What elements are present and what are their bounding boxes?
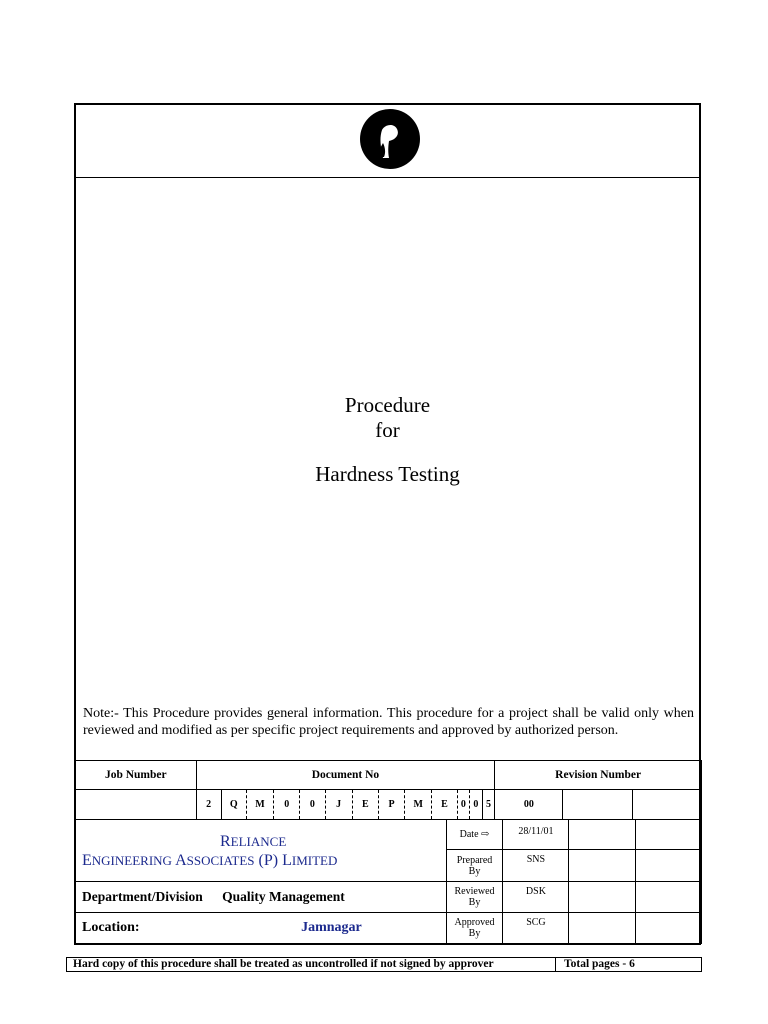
title-line-for: for bbox=[375, 418, 400, 442]
doc-char: M bbox=[246, 790, 273, 820]
doc-char: 2 bbox=[196, 790, 221, 820]
doc-char: P bbox=[378, 790, 404, 820]
job-number-value bbox=[76, 790, 197, 820]
doc-char: 0 bbox=[300, 790, 325, 820]
signature-cell bbox=[636, 820, 702, 850]
note-text: Note:- This Procedure provides general information. This procedure for a project shall be valid only when reviewed and modified as per specific project requirements and approved by authorized person. bbox=[83, 706, 694, 738]
location-label: Location: bbox=[82, 920, 140, 935]
document-no-label: Document No bbox=[196, 761, 495, 790]
revision-value: 00 bbox=[495, 790, 563, 820]
signature-cell bbox=[569, 850, 636, 882]
prepared-by-label: Prepared By bbox=[446, 850, 503, 882]
title-hardness-testing: Hardness Testing bbox=[315, 462, 460, 486]
doc-char: 0 bbox=[457, 790, 470, 820]
date-value: 28/11/01 bbox=[503, 820, 569, 850]
document-number-table bbox=[75, 760, 702, 820]
signature-cell bbox=[569, 882, 636, 913]
approved-by-label: Approved By bbox=[446, 913, 503, 944]
department-row bbox=[76, 882, 447, 913]
doc-char: J bbox=[325, 790, 352, 820]
signature-cell bbox=[636, 850, 702, 882]
company-name bbox=[76, 820, 447, 882]
location-value: Jamnagar bbox=[301, 920, 362, 935]
signature-cell bbox=[569, 820, 636, 850]
signature-cell bbox=[636, 882, 702, 913]
department-value: Quality Management bbox=[222, 889, 345, 904]
approved-by-value: SCG bbox=[503, 913, 569, 944]
company-signoff-table bbox=[75, 819, 702, 944]
title-line-procedure: Procedure bbox=[344, 393, 431, 417]
doc-char: 0 bbox=[470, 790, 483, 820]
company-name-line1: RELIANCE bbox=[220, 832, 287, 850]
footer-uncontrolled-note: Hard copy of this procedure shall be treated as uncontrolled if not signed by approver bbox=[73, 958, 494, 970]
job-number-label: Job Number bbox=[76, 761, 197, 790]
revision-blank-cell bbox=[563, 790, 632, 820]
department-label: Department/Division bbox=[82, 889, 203, 904]
company-name-line2: ENGINEERING ASSOCIATES (P) LIMITED bbox=[82, 851, 338, 869]
doc-char: Q bbox=[221, 790, 246, 820]
signature-cell bbox=[636, 913, 702, 944]
footer-bar bbox=[66, 957, 702, 972]
prepared-by-value: SNS bbox=[503, 850, 569, 882]
signature-cell bbox=[569, 913, 636, 944]
arrow-right-icon: ⇨ bbox=[481, 829, 490, 840]
doc-char: 0 bbox=[274, 790, 300, 820]
doc-char: E bbox=[352, 790, 378, 820]
footer-total-pages: Total pages - 6 bbox=[564, 958, 635, 970]
location-row bbox=[76, 913, 447, 944]
reviewed-by-label: Reviewed By bbox=[446, 882, 503, 913]
doc-char: M bbox=[405, 790, 432, 820]
revision-number-label: Revision Number bbox=[495, 761, 702, 790]
doc-char: E bbox=[432, 790, 457, 820]
reviewed-by-value: DSK bbox=[503, 882, 569, 913]
doc-char: 5 bbox=[482, 790, 495, 820]
logo-header bbox=[76, 105, 699, 178]
revision-blank-cell bbox=[632, 790, 701, 820]
footer-divider bbox=[555, 958, 556, 971]
reliance-logo-icon bbox=[357, 109, 423, 169]
date-label: Date ⇨ bbox=[446, 820, 503, 850]
